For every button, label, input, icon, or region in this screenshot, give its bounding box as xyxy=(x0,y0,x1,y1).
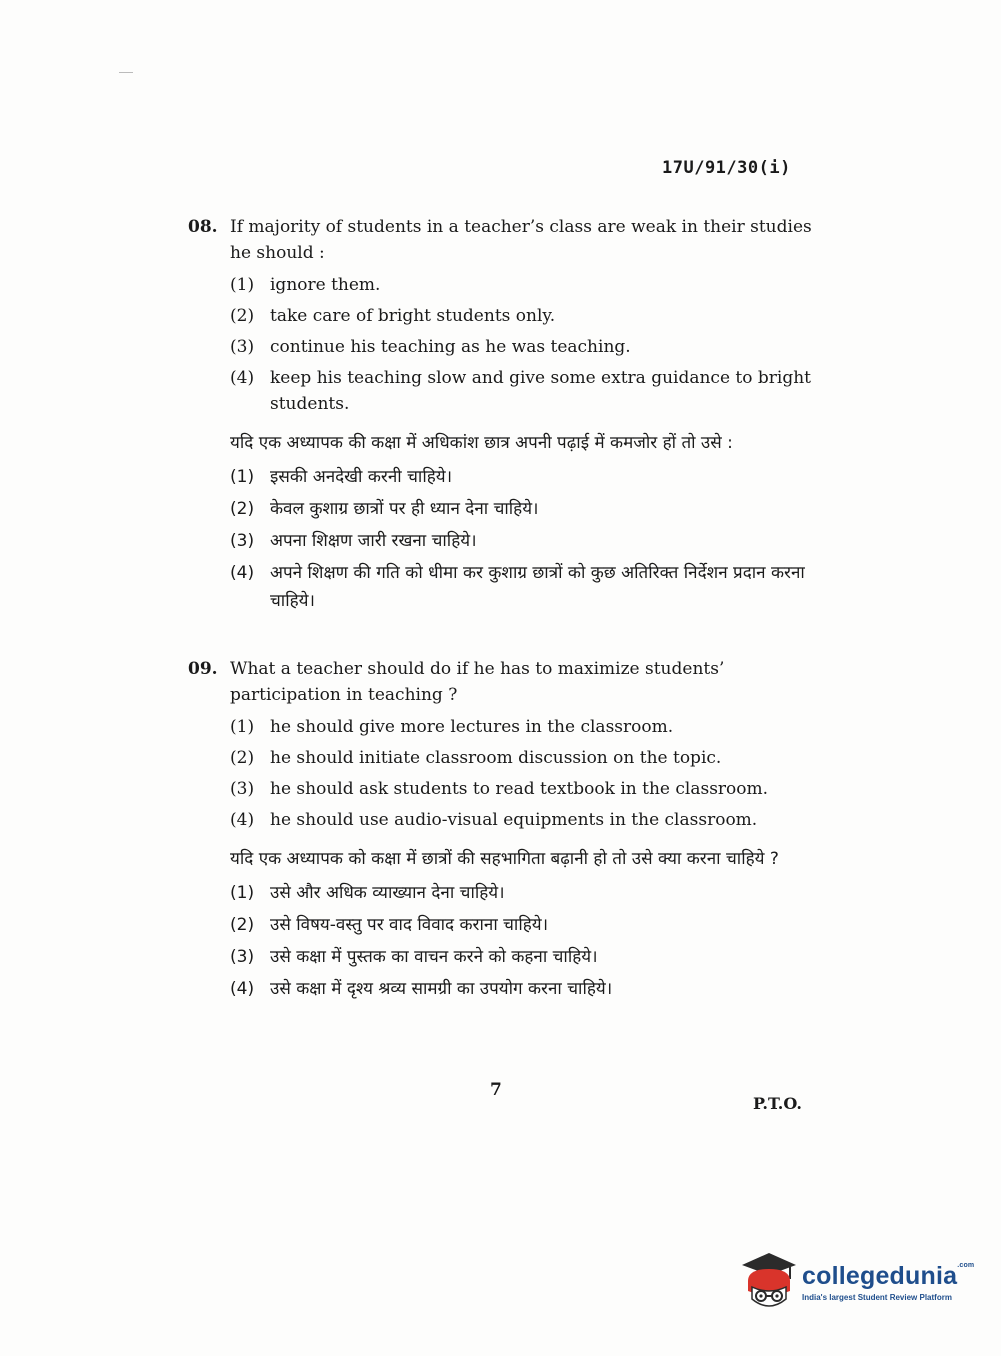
option-number: (2) xyxy=(230,306,255,326)
option-text: अपने शिक्षण की गति को धीमा कर कुशाग्र छात्रों को कुछ अतिरिक्त निर्देशन प्रदान करना चाहिये। xyxy=(270,563,805,611)
option-number: (1) xyxy=(230,467,255,487)
option xyxy=(230,272,818,298)
option-text: ignore them. xyxy=(270,275,381,295)
option xyxy=(230,807,818,833)
question-text-hindi: यदि एक अध्यापक को कक्षा में छात्रों की सहभागिता बढ़ानी हो तो उसे क्या करना चाहिये ? xyxy=(230,849,779,869)
question-number: 08. xyxy=(188,217,218,237)
option-number: (2) xyxy=(230,915,255,935)
option xyxy=(230,714,818,740)
option xyxy=(230,303,818,329)
option-text: take care of bright students only. xyxy=(270,306,556,326)
question-number: 09. xyxy=(188,659,218,679)
paper-code: 17U/91/30(i) xyxy=(662,158,791,178)
option xyxy=(230,911,818,939)
option-number: (4) xyxy=(230,979,255,999)
hindi-block xyxy=(230,845,818,1003)
option-text: keep his teaching slow and give some extra guidance to bright students. xyxy=(270,368,811,414)
option-number: (3) xyxy=(230,947,255,967)
option-number: (4) xyxy=(230,810,255,830)
options-hindi xyxy=(230,463,818,615)
question-09 xyxy=(188,656,818,1007)
option-text: continue his teaching as he was teaching. xyxy=(270,337,631,357)
page-number: 7 xyxy=(490,1080,502,1100)
option-text: अपना शिक्षण जारी रखना चाहिये। xyxy=(270,531,477,551)
options-english xyxy=(230,272,818,417)
option xyxy=(230,776,818,802)
mascot-icon xyxy=(740,1251,798,1313)
option-number: (4) xyxy=(230,563,255,583)
option-text: इसकी अनदेखी करनी चाहिये। xyxy=(270,467,453,487)
option-number: (3) xyxy=(230,337,255,357)
scan-mark xyxy=(119,72,133,73)
option xyxy=(230,745,818,771)
option-number: (2) xyxy=(230,499,255,519)
option-text: उसे विषय-वस्तु पर वाद विवाद कराना चाहिये। xyxy=(270,915,549,935)
option-text: he should use audio-visual equipments in the classroom. xyxy=(270,810,758,830)
option-number: (3) xyxy=(230,779,255,799)
options-hindi xyxy=(230,879,818,1003)
option-text: he should ask students to read textbook in the classroom. xyxy=(270,779,769,799)
option-text: केवल कुशाग्र छात्रों पर ही ध्यान देना चाहिये। xyxy=(270,499,539,519)
option-text: he should initiate classroom discussion on the topic. xyxy=(270,748,722,768)
option-text: he should give more lectures in the classroom. xyxy=(270,717,674,737)
pto-label: P.T.O. xyxy=(753,1094,802,1113)
option-text: उसे और अधिक व्याख्यान देना चाहिये। xyxy=(270,883,505,903)
logo-com: .com xyxy=(957,1262,975,1269)
option-number: (3) xyxy=(230,531,255,551)
logo-tagline: India's largest Student Review Platform xyxy=(802,1293,952,1302)
option xyxy=(230,879,818,907)
question-text-hindi: यदि एक अध्यापक की कक्षा में अधिकांश छात्र अपनी पढ़ाई में कमजोर हों तो उसे : xyxy=(230,433,733,453)
option xyxy=(230,463,818,491)
option-number: (2) xyxy=(230,748,255,768)
option xyxy=(230,943,818,971)
option xyxy=(230,527,818,555)
option xyxy=(230,365,818,417)
question-08 xyxy=(188,214,818,619)
question-text-english: If majority of students in a teacher’s class are weak in their studies he should : xyxy=(230,217,812,263)
option-number: (1) xyxy=(230,883,255,903)
collegedunia-logo xyxy=(740,1247,975,1317)
hindi-block xyxy=(230,429,818,615)
option xyxy=(230,559,818,615)
option-number: (4) xyxy=(230,368,255,388)
question-text-english: What a teacher should do if he has to maximize students’ participation in teaching ? xyxy=(230,659,725,705)
option-number: (1) xyxy=(230,717,255,737)
option xyxy=(230,495,818,523)
options-english xyxy=(230,714,818,833)
logo-name: collegedunia xyxy=(802,1262,958,1290)
option xyxy=(230,975,818,1003)
option xyxy=(230,334,818,360)
option-text: उसे कक्षा में दृश्य श्रव्य सामग्री का उपयोग करना चाहिये। xyxy=(270,979,613,999)
option-number: (1) xyxy=(230,275,255,295)
option-text: उसे कक्षा में पुस्तक का वाचन करने को कहना चाहिये। xyxy=(270,947,598,967)
